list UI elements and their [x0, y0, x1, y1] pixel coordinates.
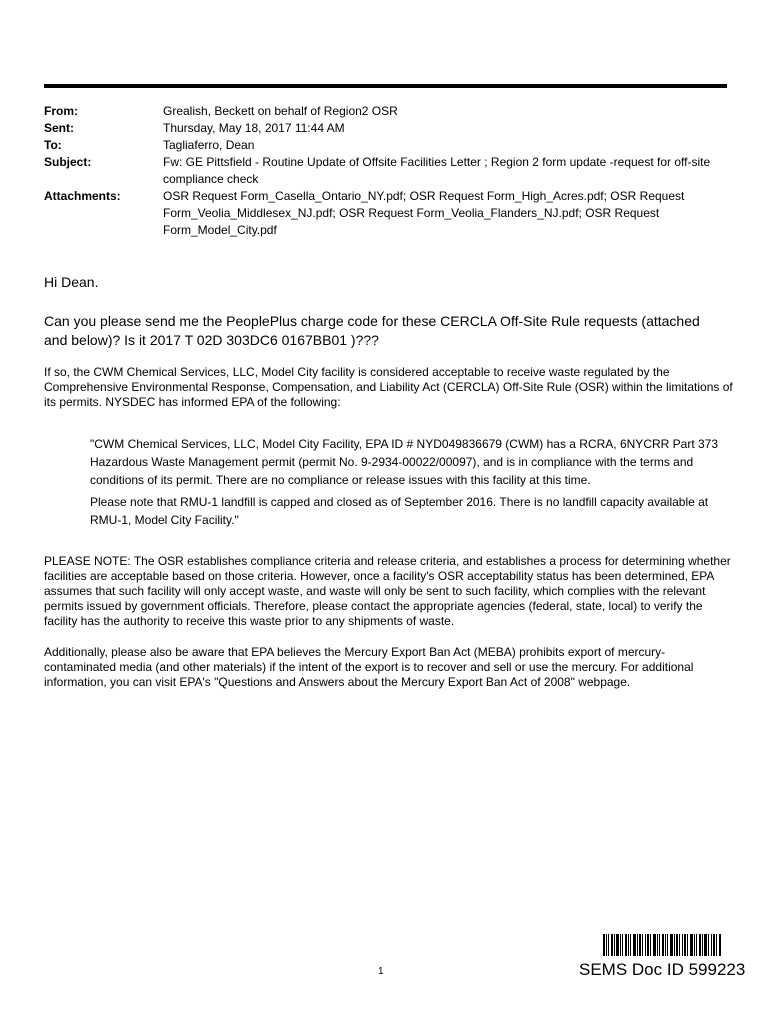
- osr-acceptability-paragraph: If so, the CWM Chemical Services, LLC, Model City facility is considered acceptable to receive waste regulated by the Comprehensive Environmental Response, Compensation, and Liability Act (CERCLA) Off-Site Rule (OSR) within the limitations of its permits. NYSDEC has informed EPA of the following:: [44, 365, 733, 409]
- attachments-label: Attachments:: [44, 189, 121, 203]
- sent-row: [44, 120, 734, 137]
- from-row: [44, 103, 734, 120]
- quote-landfill-note: Please note that RMU-1 landfill is capped and closed as of September 2016. There is no landfill capacity available at RMU-1, Model City Facility.": [90, 495, 709, 527]
- page-number: 1: [378, 966, 384, 977]
- meba-paragraph: Additionally, please also be aware that EPA believes the Mercury Export Ban Act (MEBA) prohibits export of mercury-contaminated media (and other materials) if the intent of the export is to recover and sell or use the mercury. For additional information, you can visit EPA's "Questions and Answers about the Mercury Export Ban Act of 2008" webpage.: [44, 645, 694, 689]
- attachments-row: [44, 188, 734, 239]
- to-value: Tagliaferro, Dean: [163, 138, 255, 152]
- attachments-value: OSR Request Form_Casella_Ontario_NY.pdf; OSR Request Form_High_Acres.pdf; OSR Request Form_Veolia_Middlesex_NJ.pdf; OSR Request Form_Veolia_Flanders_NJ.pdf; OSR Request Form_Model_City.pdf: [163, 189, 685, 237]
- sems-doc-id: SEMS Doc ID 599223: [579, 960, 746, 979]
- sent-value: Thursday, May 18, 2017 11:44 AM: [163, 121, 345, 135]
- quote-permit-status: "CWM Chemical Services, LLC, Model City Facility, EPA ID # NYD049836679 (CWM) has a RCRA, 6NYCRR Part 373 Hazardous Waste Management permit (permit No. 9-2934-00022/00097), and is in compliance with the terms and conditions of its permit. There are no compliance or release issues with this facility at this time.: [90, 437, 719, 487]
- to-label: To:: [44, 138, 62, 152]
- header-divider: [44, 84, 727, 88]
- subject-label: Subject:: [44, 155, 92, 169]
- subject-value: Fw: GE Pittsfield - Routine Update of Offsite Facilities Letter ; Region 2 form update -request for off-site compliance check: [163, 155, 711, 186]
- to-row: [44, 137, 734, 154]
- email-header: [44, 103, 734, 239]
- greeting: Hi Dean.: [44, 274, 99, 290]
- charge-code-question: Can you please send me the PeoplePlus charge code for these CERCLA Off-Site Rule requests (attached and below)? Is it 2017 T 02D 303DC6 0167BB01 )???: [44, 313, 700, 348]
- from-label: From:: [44, 104, 78, 118]
- barcode-icon: [603, 934, 721, 956]
- from-value: Grealish, Beckett on behalf of Region2 OSR: [163, 104, 398, 118]
- subject-row: [44, 154, 734, 188]
- nysdec-quote: [90, 435, 730, 533]
- sent-label: Sent:: [44, 121, 74, 135]
- please-note-paragraph: PLEASE NOTE: The OSR establishes compliance criteria and release criteria, and establishes a process for determining whether facilities are acceptable based on those criteria. However, once a facility's OSR acceptability status has been determined, EPA assumes that such facility will only accept waste, and waste will only be sent to such facility, which complies with the relevant permits issued by government officials. Therefore, please contact the appropriate agencies (federal, state, local) to verify the facility has the authority to receive this waste prior to any shipments of waste.: [44, 554, 731, 628]
